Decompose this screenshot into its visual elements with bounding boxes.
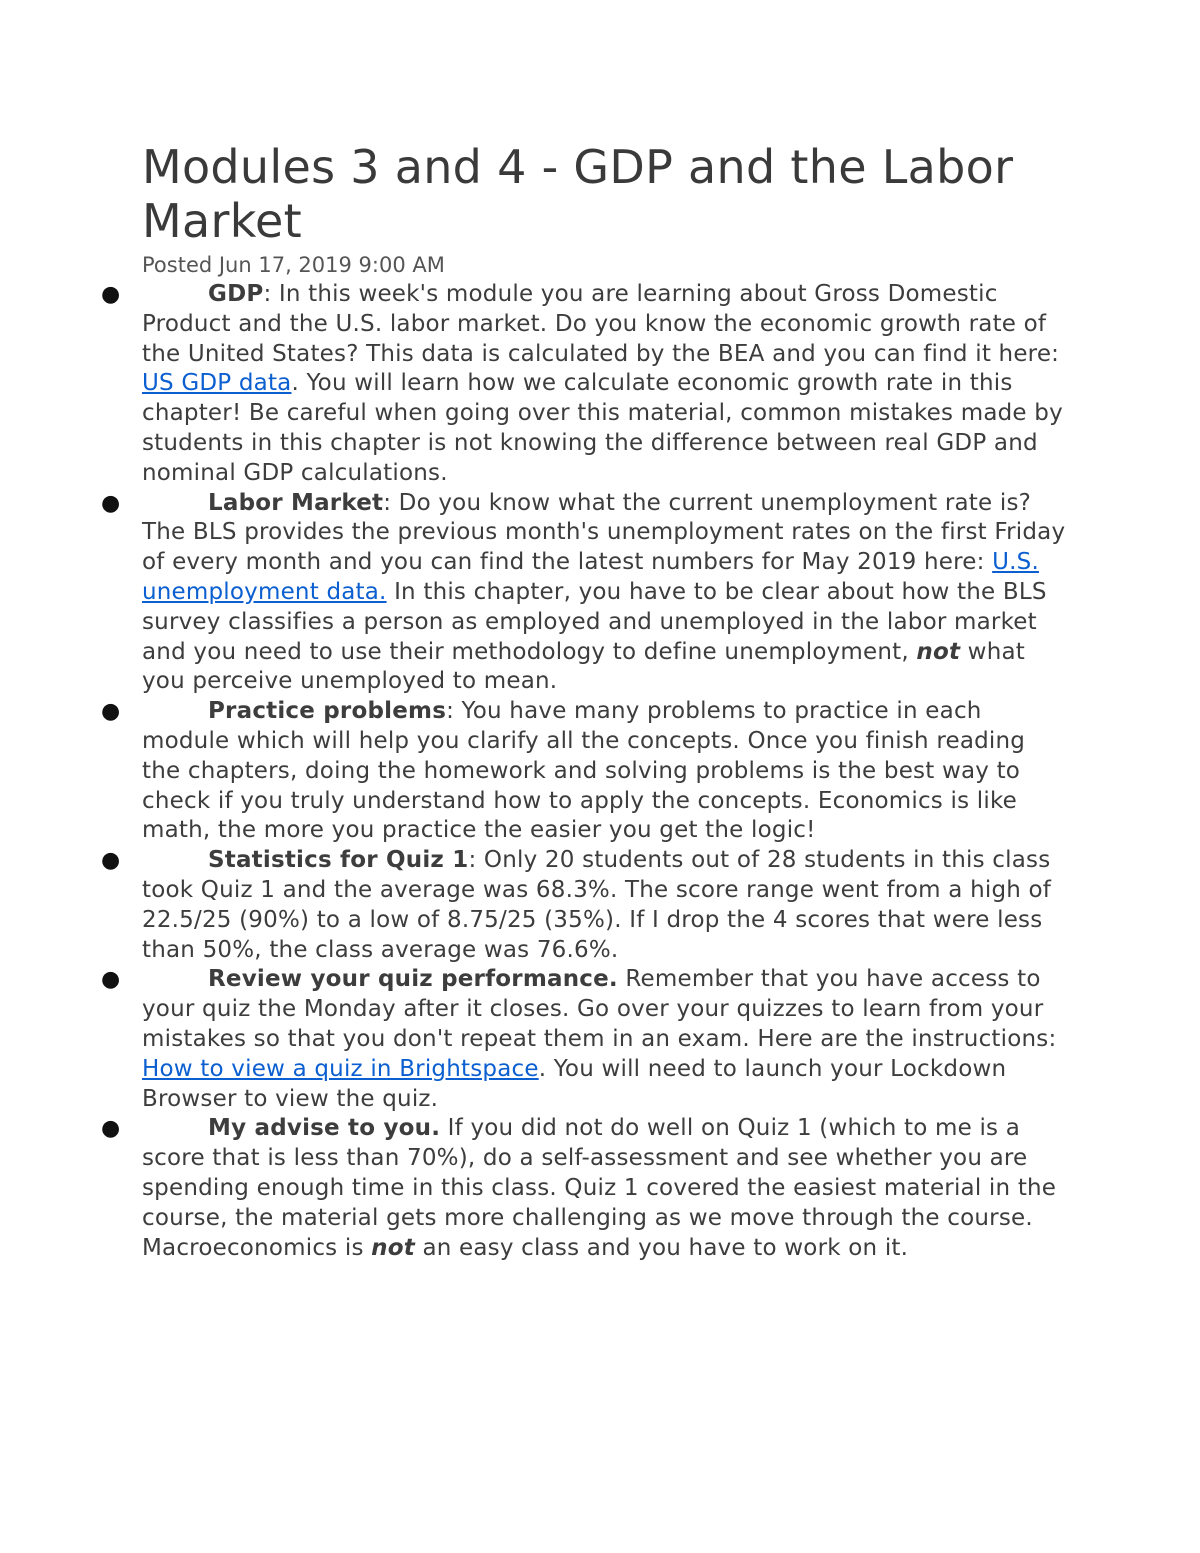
item-text: an easy class and you have to work on it. xyxy=(414,1234,909,1261)
emphasis-text: not xyxy=(371,1234,415,1261)
bullet-icon: ● xyxy=(101,1116,121,1142)
item-text: Remember that you have access to your quiz the Monday after it closes. Go over your quizzes to learn from your mistakes so that you don't repeat them in an exam. Here are the instructions: xyxy=(142,966,1057,1052)
item-text: what you perceive unemployed to mean. xyxy=(142,638,1025,695)
item-text: : In this week's module you are learning about Gross Domestic Product and the U.S. labor market. Do you know the economic growth rate of the United States? This data is calculated by the BEA and you can find it here: xyxy=(142,281,1060,367)
item-text: . You will learn how we calculate economic growth rate in this chapter! Be careful when going over this material, common mistakes made by students in this chapter is not knowing the difference between real GDP and nominal GDP calculations. xyxy=(142,370,1063,486)
bullet-icon: ● xyxy=(101,282,121,307)
post-container xyxy=(101,140,1067,1263)
posted-date: Posted Jun 17, 2019 9:00 AM xyxy=(142,253,445,277)
item-text: : Do you know what the current unemployment rate is? The BLS provides the previous month's unemployment rates on the first Friday of every month and you can find the latest numbers for May 2019 here: xyxy=(142,489,1066,576)
list-item-review-quiz xyxy=(101,965,1067,1114)
announcement-list xyxy=(101,280,1067,1263)
list-item-gdp xyxy=(101,280,1067,489)
emphasis-text: not xyxy=(916,638,961,665)
item-text: . You will need to launch your Lockdown Browser to view the quiz. xyxy=(142,1055,1007,1112)
item-text: : Only 20 students out of 28 students in this class took Quiz 1 and the average was 68.3%. The score range went from a high of 22.5/25 (90%) to a low of 8.75/25 (35%). If I drop the 4 scores that were less than 50%, the class average was 76.6%. xyxy=(142,847,1052,963)
bullet-icon: ● xyxy=(101,699,121,725)
item-heading: Review your quiz performance. xyxy=(208,966,618,993)
list-item-labor-market xyxy=(101,489,1067,698)
bullet-icon: ● xyxy=(101,490,121,516)
list-item-practice-problems xyxy=(101,697,1067,846)
item-text: In this chapter, you have to be clear about how the BLS survey classifies a person as employed and unemployed in the labor market and you need to use their methodology to define unemployment, xyxy=(142,578,1047,665)
bullet-icon: ● xyxy=(101,848,121,874)
list-item-quiz-statistics xyxy=(101,846,1067,965)
item-heading: Practice problems xyxy=(208,698,447,725)
list-item-advice xyxy=(101,1114,1067,1263)
item-heading: GDP xyxy=(208,281,264,307)
us-unemployment-data-link[interactable]: U.S. unemployment data. xyxy=(142,549,1039,605)
item-text: If you did not do well on Quiz 1 (which to me is a score that is less than 70%), do a self-assessment and see whether you are spending enough time in this class. Quiz 1 covered the easiest material in the course, the material gets more challenging as we move through the course. Macroeconomics is xyxy=(142,1115,1057,1261)
brightspace-quiz-link[interactable]: How to view a quiz in Brightspace xyxy=(142,1055,539,1082)
item-text: : You have many problems to practice in each module which will help you clarify all the concepts. Once you finish reading the chapters, doing the homework and solving problems is the best way to check if you truly understand how to apply the concepts. Economics is like math, the more you practice the easier you get the logic! xyxy=(142,698,1026,844)
page-title: Modules 3 and 4 - GDP and the Labor Market xyxy=(142,140,1014,248)
bullet-icon: ● xyxy=(101,967,121,993)
item-heading: Statistics for Quiz 1 xyxy=(208,847,469,874)
us-gdp-data-link[interactable]: US GDP data xyxy=(142,370,292,397)
item-heading: My advise to you. xyxy=(208,1115,441,1142)
item-heading: Labor Market xyxy=(208,489,384,516)
